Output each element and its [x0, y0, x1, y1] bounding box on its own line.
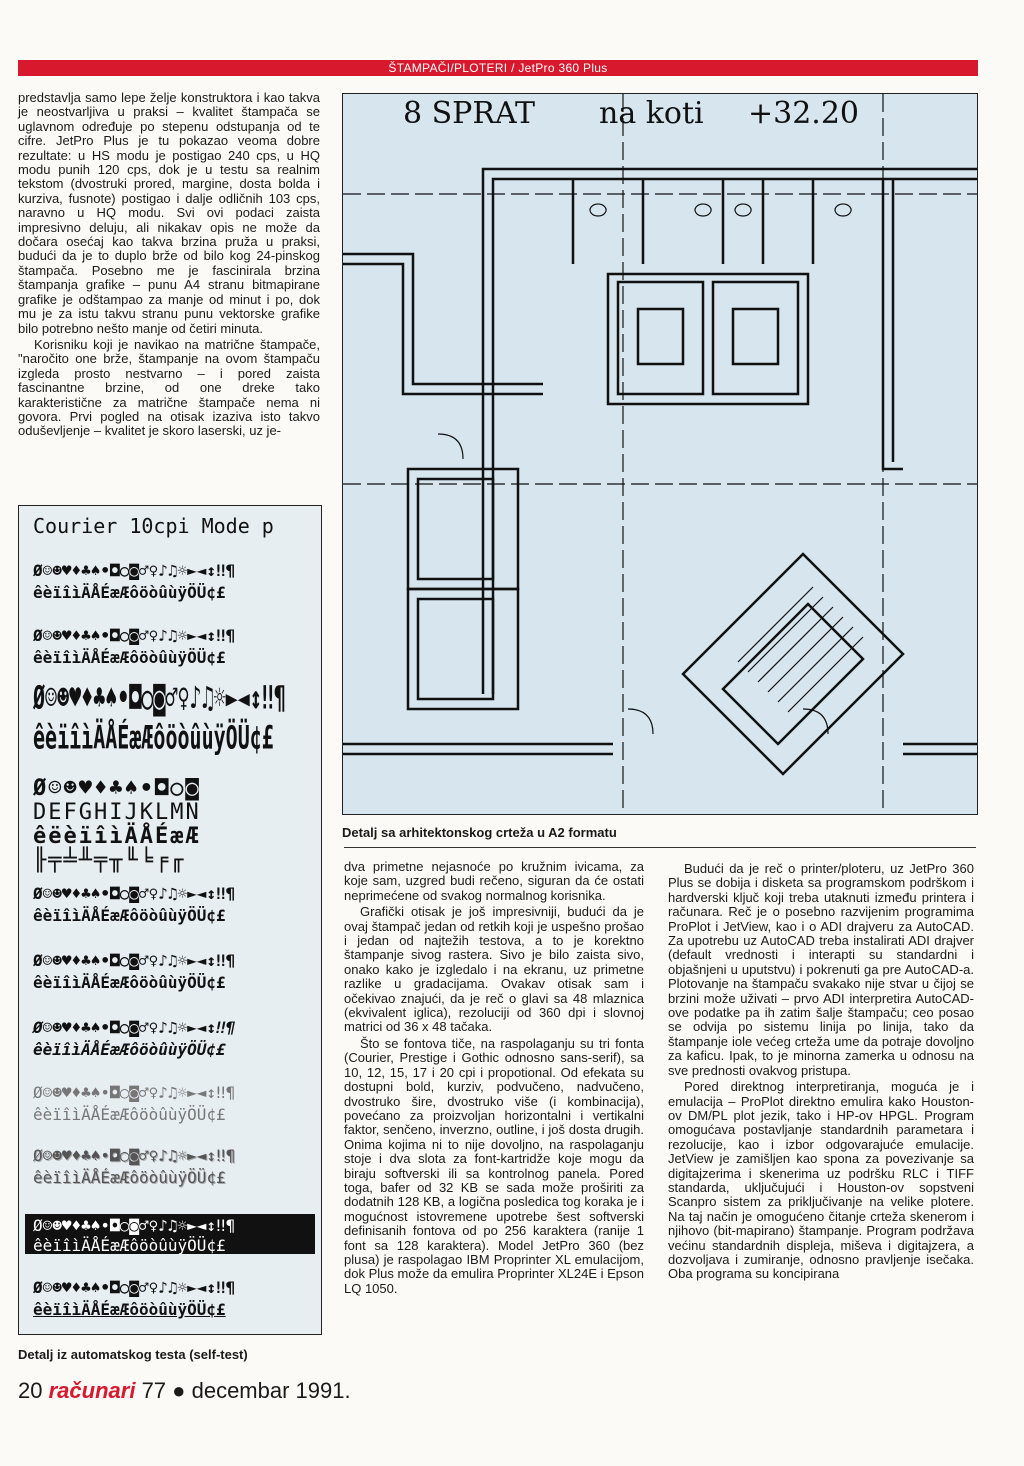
self-test-line: êèïîìÄÅÉæÆôöòûùÿÖÜ¢£ — [33, 973, 226, 992]
magazine-name: računari — [48, 1378, 136, 1403]
paragraph: Pored direktnog interpretiranja, moguća je i emulacija – ProPlot direktno emulira kako Houston-ov DM/PL plot jezik, tako i HP-ov HPGL. Program omogućava postavljanje standardnih parametara i rezolucije, kao i izbor odgovarajuće emulacije. JetView je zamišljen kao spona za povezivanje sa digitajzerima i skenerima uz podršku RLC i TIFF standarda, uključujući i Houston-ov sopstveni Scanpro sistem za priključivanje na velike plotere. Na taj način je omogućeno čitanje crteža skenerom i njihovo (bit-mapirano) štampanje. Program podržava većinu standardnih displeja, miševa i digitajzera, a dozvoljava i zumiranje, odnosno pravljenje isečaka. Oba programa su koncipirana — [668, 1079, 974, 1282]
self-test-line: êèïîìÄÅÉæÆôöòûùÿÖÜ¢£ — [33, 583, 226, 602]
section-header: ŠTAMPAČI/PLOTERI / JetPro 360 Plus — [18, 60, 978, 76]
self-test-line: Ø☺☻♥♦♣♠•◘○◙♂♀♪♫☼►◄↕‼¶ — [33, 951, 236, 970]
self-test-heading: Courier 10cpi Mode p — [33, 514, 274, 538]
self-test-line-inverse: Ø☺☻♥♦♣♠•◘○◙♂♀♪♫☼►◄↕‼¶ — [33, 1216, 236, 1235]
paragraph: Budući da je reč o printer/ploteru, uz JetPro 360 Plus se dobija i disketa sa programskom podrškom i hardverski ključ koji treba utaknuti između printera i računara. Reč je o posebno razvijenim programima ProPlot i JetView, kao i o ADI drajveru za AutoCAD. Za upotrebu uz AutoCAD treba instalirati ADI drajver (default vrednosti i interapti su standardni i objašnjeni u uputstvu) i pokrenuti ga pre AutoCAD-a. Plotovanje na štampaču svakako nije stvar u čijoj se brzini može uživati – prvo ADI interpretira AutoCAD-ove podatke pa ih zatim šalje štampaču; ceo posao se odvija po sistemu linija po linija, tako da štampanje iole većeg crteža ume da potraje dovoljno za kaficu. Ipak, to je minorna zamerka u odnosu na sve prednosti ovakvog pristupa. — [668, 861, 974, 1078]
level-label: na koti — [599, 96, 704, 131]
self-test-caption: Detalj iz automatskog testa (self-test) — [18, 1347, 248, 1362]
architectural-drawing — [342, 93, 978, 815]
floor-label: 8 SPRAT — [403, 96, 535, 131]
paragraph: predstavlja samo lepe želje konstruktora i kao takva je neostvarljiva u praksi – kvalitet štampača se uglavnom određuje po stepenu odstupanja od te cifre. JetPro Plus je tu pokazao veoma dobre rezultate: u HS modu je postigao 240 cps, u HQ modu punih 120 cps, dok je u testu sa realnim tekstom (dvostruki prored, margine, dosta bolda i kurziva, fusnote) postigao i dalje odličnih 103 cps, naravno u HQ modu. Svi ovi podaci zaista impresivno deluju, ali nikakav opis ne može da dočara osećaj kao takva brzina pruža u praksi, budući da je to duplo brže od bilo kog 24-pinskog štampača. Posebno me je fascinirala brzina štampanja grafike – punu A4 stranu bitmapirane grafike je odštampao za manje od minut i po, dok mu je za istu takvu stranu punu vektorske grafike bilo potrebno nešto manje od četiri minuta. — [18, 90, 320, 336]
middle-column-text — [344, 860, 644, 1298]
issue-date: decembar 1991. — [191, 1378, 351, 1403]
self-test-figure — [18, 505, 322, 1335]
self-test-line-inverse: êèïîìÄÅÉæÆôöòûùÿÖÜ¢£ — [33, 1236, 226, 1255]
paragraph: Korisniku koji je navikao na matrične štampače, "naročito one brže, štampanje na ovom štampaču izgleda prosto nestvarno – i pored zaista fascinantne brzine, od one dreke tako karakteristične za matrične štampače nema ni govora. Prvi pogled na otisak izaziva isto takvo oduševljenje – kvalitet je skoro laserski, uz je- — [18, 336, 320, 439]
issue-number: 77 — [141, 1378, 167, 1403]
page-footer — [18, 1378, 351, 1404]
self-test-line-shadow: êèïîìÄÅÉæÆôöòûùÿÖÜ¢£ — [33, 1168, 226, 1187]
self-test-line: Ø☺☻♥♦♣♠•◘○◙♂♀♪♫☼►◄↕‼¶ — [33, 884, 236, 903]
self-test-line-outline: êèïîìÄÅÉæÆôöòûùÿÖÜ¢£ — [33, 1105, 226, 1124]
self-test-line: Ø☺☻♥♦♣♠•◘○◙♂♀♪♫☼►◄↕‼¶ — [33, 561, 236, 580]
self-test-line-wide: DEFGHIJKLMN — [33, 800, 201, 825]
self-test-line-outline: Ø☺☻♥♦♣♠•◘○◙♂♀♪♫☼►◄↕‼¶ — [33, 1083, 236, 1102]
self-test-line-wide: ╟╤╧╨╤╥╙╘╒╓ — [33, 848, 186, 873]
self-test-line-underline: êèïîìÄÅÉæÆôöòûùÿÖÜ¢£ — [33, 1300, 226, 1319]
paragraph: Što se fontova tiče, na raspolaganju su tri fonta (Courier, Prestige i Gothic odnosno sans-serif), sa 10, 12, 15, 17 i 20 cpi i propotional. Od efekata su dostupni bold, kurziv, podvučeno, nadvučeno, dvostruko šire, dvostruko više (i kombinacija), povećano za proizvoljan horizontalni i vertikalni faktor, senčeno, inverzno, outline, i još dosta drugih. Onima kojima ni to nije dovoljno, na raspolaganju stoje i dva slota za font-kartridže koje mogu da biraju softverski ili sa kontrolnog panela. Pored toga, bafer od 32 KB se sada može proširiti za dodatnih 128 KB, a logična posledica tog koraka je i mogućnost istovremene upotrebe šest softverski definisanih fontova od po 256 karaktera (ranije 1 font sa 128 karaktera). Model JetPro 360 (bez plusa) je raspolagao IBM Proprinter XL emulacijom, dok Plus može da emulira Proprinter XL24E i Epson LQ 1050. — [344, 1035, 644, 1296]
elevation-label: +32.20 — [748, 96, 860, 131]
left-column-text — [18, 91, 320, 441]
self-test-line-wide: Ø☺☻♥♦♣♠•◘○◙ — [33, 776, 201, 801]
right-column-text — [668, 862, 974, 1284]
paragraph: Grafički otisak je još impresivniji, budući da je ovaj štampač jedan od retkih koji je uspešno prošao i jedan od najtežih testova, a to je korektno štampanje sivog rastera. Sivo je bilo zaista sivo, onako kako je izgledalo i na ekranu, uz primetne razlike u gradacijama. Ovakav otisak sam i očekivao znajući, da je reč o glavi sa 48 mlaznica (ekvivalent iglica), rezoluciji od 360 dpi i slovnoj matrici od 36 x 48 tačaka. — [344, 904, 644, 1035]
page-number: 20 — [18, 1378, 43, 1403]
self-test-line-wide: êëèïîìÄÅÉæÆ — [33, 824, 201, 849]
bullet-separator: ● — [172, 1378, 186, 1403]
paragraph: dva primetne nejasnoće po kružnim ivicama, za koje sam, uzgred budi rečeno, siguran da će ostati neprimećene od svakog normalnog korisnika. — [344, 859, 644, 903]
self-test-line: êèïîìÄÅÉæÆôöòûùÿÖÜ¢£ — [33, 906, 226, 925]
self-test-line-tall: êèïîìÄÅÉæÆôöòûùÿÖÜ¢£ — [33, 718, 274, 757]
self-test-line-tall: Ø☺☻♥♦♣♠•◘○◙♂♀♪♫☼►◄↕‼¶ — [33, 678, 286, 717]
self-test-line-italic: êèïîìÄÅÉæÆôöòûùÿÖÜ¢£ — [33, 1040, 226, 1059]
floor-plan-drawing — [343, 94, 977, 814]
caption-rule — [344, 847, 976, 848]
self-test-line-italic: Ø☺☻♥♦♣♠•◘○◙♂♀♪♫☼►◄↕‼¶ — [33, 1018, 236, 1037]
self-test-line-shadow: Ø☺☻♥♦♣♠•◘○◙♂♀♪♫☼►◄↕‼¶ — [33, 1146, 236, 1165]
self-test-line: êèïîìÄÅÉæÆôöòûùÿÖÜ¢£ — [33, 648, 226, 667]
architecture-caption: Detalj sa arhitektonskog crteža u A2 formatu — [342, 825, 617, 840]
self-test-line: Ø☺☻♥♦♣♠•◘○◙♂♀♪♫☼►◄↕‼¶ — [33, 1278, 236, 1297]
self-test-line: Ø☺☻♥♦♣♠•◘○◙♂♀♪♫☼►◄↕‼¶ — [33, 626, 236, 645]
